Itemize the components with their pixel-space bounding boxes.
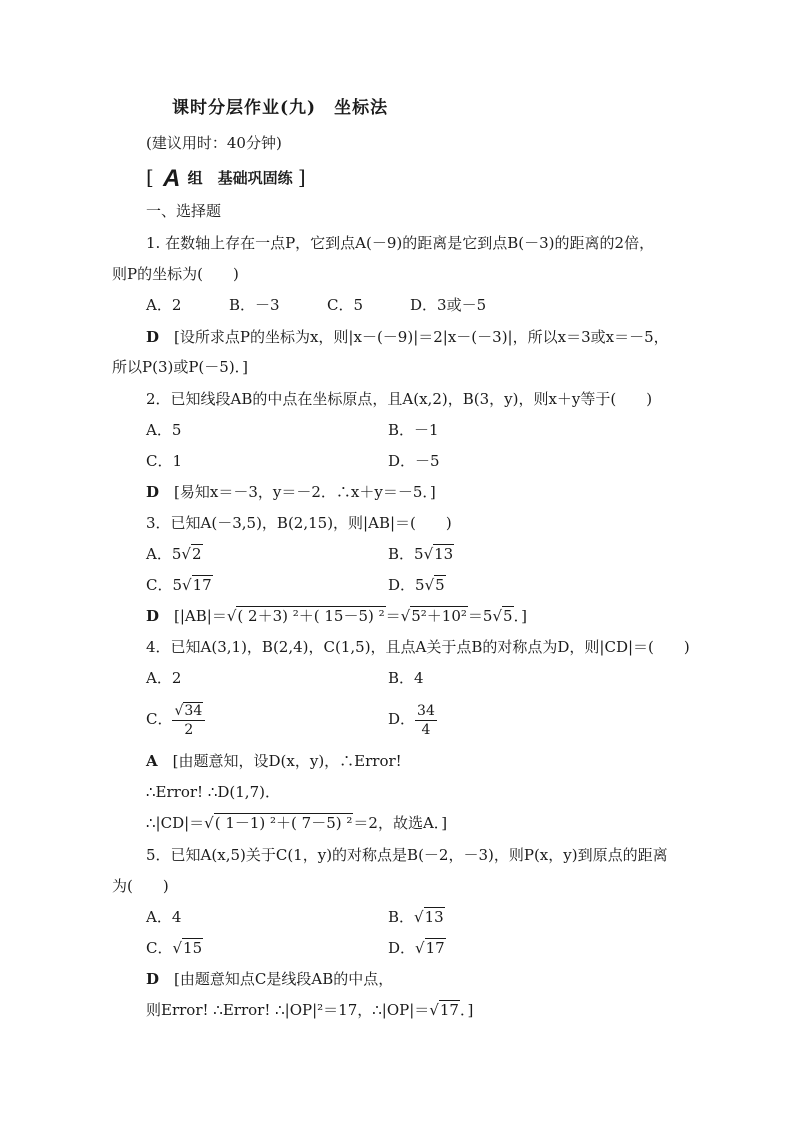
q5-option-d-radicand: 17 <box>425 939 445 957</box>
q1-option-b: B．－3 <box>229 296 280 314</box>
q1-stem-line2: 则P的坐标为( ) <box>112 265 239 283</box>
q2-option-b: B．－1 <box>388 421 439 439</box>
q1-option-c: C．5 <box>327 296 364 314</box>
q3-stem: 3．已知A(－3,5)，B(2,15)，则|AB|＝( ) <box>146 514 452 532</box>
q3-solution <box>146 606 527 626</box>
sqrt-symbol: √ <box>181 545 191 563</box>
q3-solution-radicand2: 5²＋10² <box>411 607 467 625</box>
q4-solution-line2: ∴Error! ∴D(1,7)． <box>146 783 280 801</box>
q3-solution-post: ．] <box>513 607 527 625</box>
q4-option-d-label: D． <box>388 710 416 728</box>
q1-option-d: D．3或－5 <box>410 296 487 314</box>
section-bracket-close: ] <box>297 165 306 189</box>
q4-solution-line3-pre: ∴|CD|＝ <box>146 814 205 832</box>
q4-option-c-radicand: 34 <box>184 702 203 719</box>
q3-option-c-radicand: 17 <box>192 576 212 594</box>
q5-solution-line2-pre: 则Error! ∴Error! ∴|OP|²＝17，∴|OP|＝ <box>146 1001 430 1019</box>
q5-option-b-label: B． <box>388 908 415 926</box>
q5-solution-line2 <box>146 1000 473 1020</box>
q3-option-d <box>388 575 446 595</box>
sqrt-symbol: √ <box>174 702 184 719</box>
part-heading: 一、选择题 <box>146 202 222 220</box>
sqrt-symbol: √ <box>423 545 434 563</box>
q3-answer: D <box>146 607 160 625</box>
q3-option-c-label: C．5 <box>146 576 183 594</box>
q5-stem-line2: 为( ) <box>112 877 169 895</box>
q5-option-d <box>388 938 446 958</box>
page-title: 课时分层作业(九) 坐标法 <box>172 98 389 118</box>
sqrt-symbol: √ <box>400 607 411 625</box>
group-label: 组 基础巩固练 <box>187 169 293 187</box>
q3-option-b-label: B．5 <box>388 545 424 563</box>
q4-option-d-fraction <box>415 702 437 739</box>
q2-solution <box>146 482 436 502</box>
group-letter: A <box>163 165 181 192</box>
q4-stem: 4．已知A(3,1)，B(2,4)，C(1,5)，且点A关于点B的对称点为D，则|CD|＝( ) <box>146 638 690 656</box>
sqrt-symbol: √ <box>424 576 435 594</box>
q4-solution-line3-radicand: ( 1－1) ²＋( 7－5) ² <box>214 814 353 832</box>
q5-stem-line1: 5．已知A(x,5)关于C(1，y)的对称点是B(－2，－3)，则P(x，y)到原点的距离 <box>146 846 668 864</box>
q3-solution-mid: ＝ <box>385 607 401 625</box>
q5-option-c <box>146 938 203 958</box>
q3-option-b <box>388 544 454 564</box>
sqrt-symbol: √ <box>429 1001 439 1019</box>
q1-solution-line1 <box>146 327 669 347</box>
sqrt-symbol: √ <box>414 908 424 926</box>
q3-solution-radicand1: ( 2＋3) ²＋( 15－5) ² <box>237 607 385 625</box>
q4-option-b: B．4 <box>388 669 424 687</box>
time-note: (建议用时：40分钟) <box>146 134 282 152</box>
q2-option-a: A．5 <box>146 421 182 439</box>
sqrt-symbol: √ <box>172 939 183 957</box>
q3-solution-pre: [|AB|＝ <box>174 607 227 625</box>
q4-answer: A <box>146 752 158 770</box>
q3-option-a-radicand: 2 <box>191 545 202 563</box>
sqrt-symbol: √ <box>226 607 237 625</box>
q4-option-d <box>388 700 437 739</box>
q5-answer: D <box>146 970 160 988</box>
q5-solution-line1 <box>146 969 393 989</box>
q3-option-c <box>146 575 213 595</box>
q3-solution-radicand3: 5 <box>503 607 513 625</box>
q3-option-a-label: A．5 <box>146 545 182 563</box>
q1-answer: D <box>146 328 160 346</box>
section-label <box>146 165 306 192</box>
q3-option-d-label: D．5 <box>388 576 425 594</box>
q3-option-d-radicand: 5 <box>435 576 445 594</box>
q5-option-c-label: C． <box>146 939 173 957</box>
q5-solution-line2-post: ．] <box>459 1001 474 1019</box>
q5-option-b <box>388 907 445 927</box>
sqrt-symbol: √ <box>204 814 214 832</box>
q4-solution-line3-post: ＝2，故选A．] <box>353 814 448 832</box>
q2-option-d: D．－5 <box>388 452 440 470</box>
q1-solution-text1: [设所求点P的坐标为x，则|x－(－9)|＝2|x－(－3)|，所以x＝3或x＝－5， <box>174 328 669 346</box>
q4-solution-line1 <box>146 751 402 771</box>
q3-solution-mid2: ＝5 <box>467 607 493 625</box>
q4-option-a: A．2 <box>146 669 182 687</box>
q1-solution-line2: 所以P(3)或P(－5)．] <box>112 358 249 376</box>
q4-option-c <box>146 700 205 739</box>
q4-option-d-num: 34 <box>417 702 435 719</box>
q4-option-c-den: 2 <box>184 721 194 738</box>
q5-option-a: A．4 <box>146 908 182 926</box>
q4-option-d-den: 4 <box>421 721 431 738</box>
q1-option-a: A．2 <box>146 296 182 314</box>
sqrt-symbol: √ <box>182 576 192 594</box>
q5-option-c-radicand: 15 <box>183 939 203 957</box>
q3-option-b-radicand: 13 <box>434 545 454 563</box>
q4-option-c-label: C． <box>146 710 173 728</box>
section-bracket-open: [ <box>146 165 154 189</box>
q4-solution-text1: [由题意知，设D(x，y)，∴Error! <box>172 752 402 770</box>
q5-option-b-radicand: 13 <box>424 908 444 926</box>
sqrt-symbol: √ <box>415 939 425 957</box>
q5-solution-line2-radicand: 17 <box>439 1001 459 1019</box>
q1-stem-line1: 1. 在数轴上存在一点P，它到点A(－9)的距离是它到点B(－3)的距离的2倍， <box>146 234 655 252</box>
q4-solution-line3 <box>146 813 447 833</box>
q5-option-d-label: D． <box>388 939 416 957</box>
q4-option-c-fraction <box>172 702 205 739</box>
q2-solution-text: [易知x＝－3，y＝－2．∴x＋y＝－5．] <box>174 483 436 501</box>
q3-option-a <box>146 544 203 564</box>
q2-stem: 2．已知线段AB的中点在坐标原点，且A(x,2)，B(3，y)，则x＋y等于( ) <box>146 390 653 408</box>
q2-option-c: C．1 <box>146 452 183 470</box>
q2-answer: D <box>146 483 160 501</box>
sqrt-symbol: √ <box>492 607 503 625</box>
q5-solution-text1: [由题意知点C是线段AB的中点， <box>174 970 394 988</box>
